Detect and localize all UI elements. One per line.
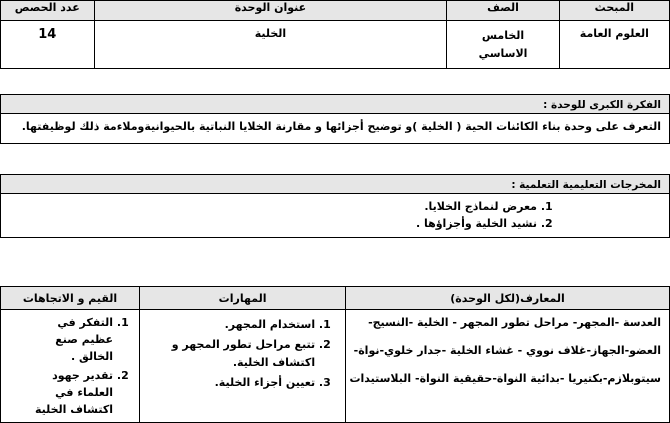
skills-list — [140, 310, 345, 392]
unit-title-cell: الخلية — [94, 21, 447, 69]
outcomes-box — [0, 174, 670, 238]
knowledge-header: المعارف(لكل الوحدة) — [346, 287, 670, 310]
unit-header-table — [0, 0, 670, 69]
values-header: القيم و الاتجاهات — [1, 287, 140, 310]
knowledge-line: سيتوبلازم-بكتيريا -بدائية النواة-حقيقية النواة- البلاستيدات — [349, 372, 661, 385]
skill-item: 2. تتبع مراحل تطور المجهر و اكتشاف الخلية. — [150, 336, 315, 372]
value-item: 1. التفكر في عظيم صنع الخالق . — [31, 314, 113, 365]
grade-cell — [447, 21, 559, 69]
knowledge-skills-values-table — [0, 286, 670, 423]
outcomes-heading: المخرجات التعليمية التعلمية : — [1, 175, 669, 194]
outcome-item: 2. نشيد الخلية وأجزاؤها . — [1, 217, 537, 230]
subject-cell: العلوم العامة — [559, 21, 669, 69]
col-unit-title-header: عنوان الوحدة — [94, 1, 447, 21]
knowledge-line: العضو-الجهاز-غلاف نووي - غشاء الخلية -جدار خلوي-نواة- — [353, 344, 661, 357]
skills-cell — [140, 310, 346, 423]
outcomes-body — [1, 194, 669, 230]
big-idea-box — [0, 94, 670, 144]
big-idea-text: التعرف على وحدة بناء الكائنات الحية ( الخلية )و توضيح أجزائها و مقارنة الخلايا النباتية بالحيوانيةوملاءمة ذلك لوظيفتها. — [21, 120, 661, 133]
grade-line2: الاساسي — [478, 47, 528, 60]
lessons-cell: 14 — [1, 21, 95, 69]
grade-line1: الخامس — [481, 29, 525, 42]
knowledge-cell — [346, 310, 670, 423]
outcome-item: 1. معرض لنماذج الخلايا. — [1, 200, 537, 213]
col-grade-header: الصف — [447, 1, 559, 21]
col-subject-header: المبحث — [559, 1, 669, 21]
skills-header: المهارات — [140, 287, 346, 310]
values-list — [1, 310, 139, 418]
col-lessons-header: عدد الحصص — [1, 1, 95, 21]
outcomes-list — [1, 200, 559, 230]
skill-item: 3. تعيين أجزاء الخلية. — [150, 374, 315, 392]
value-item: 2. تقدير جهود العلماء في اكتشاف الخلية — [31, 367, 113, 418]
values-cell — [1, 310, 140, 423]
skill-item: 1. استخدام المجهر. — [150, 316, 315, 334]
big-idea-heading: الفكرة الكبرى للوحدة : — [1, 95, 669, 114]
knowledge-line: العدسة -المجهر- مراحل تطور المجهر - الخلية -النسيج- — [368, 316, 661, 329]
